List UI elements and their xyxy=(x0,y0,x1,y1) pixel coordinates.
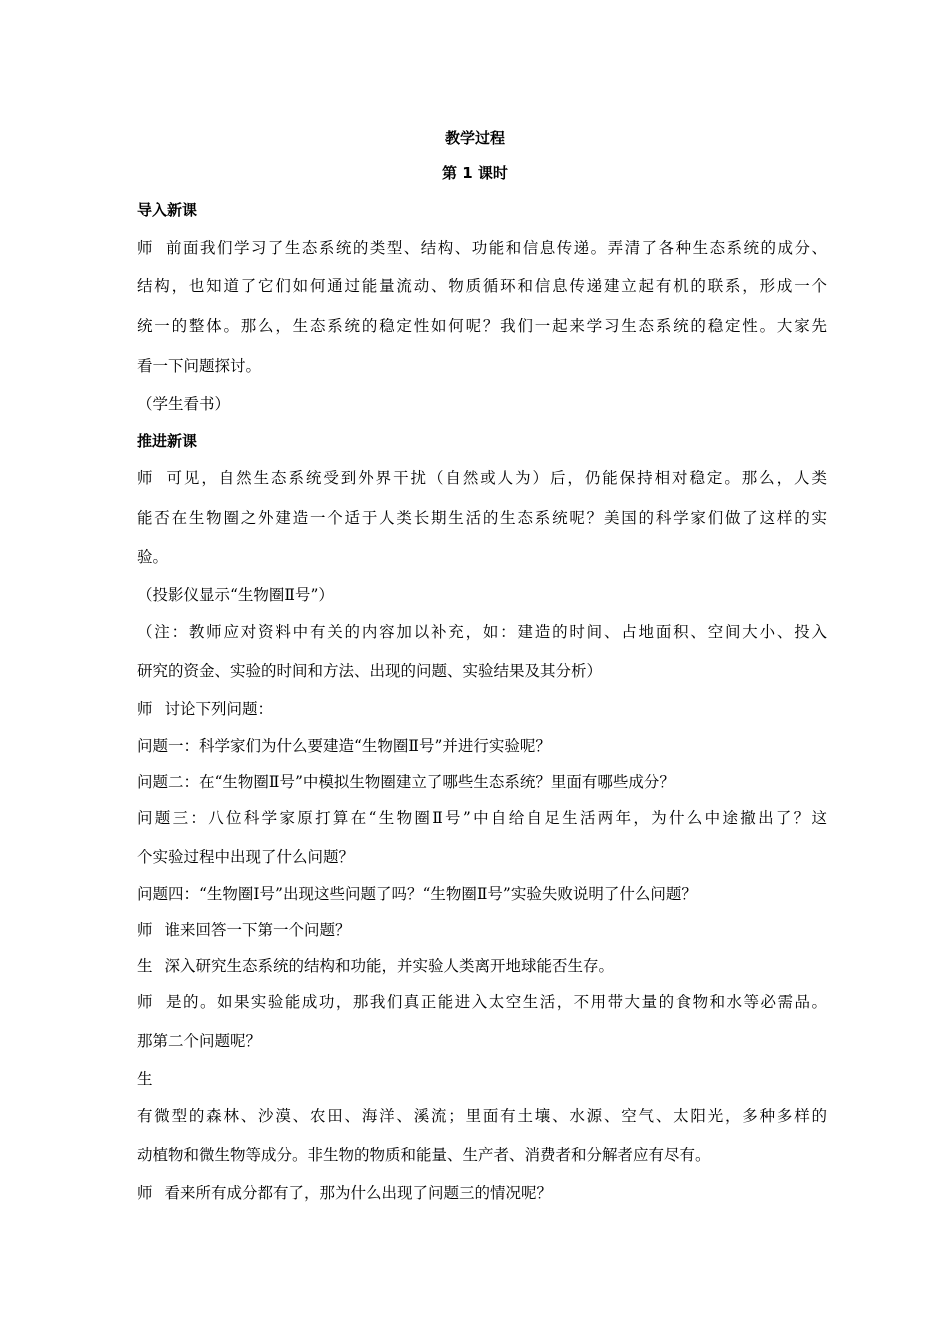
intro-paragraph-line-4: 看一下问题探讨。 xyxy=(137,357,262,375)
speaker-teacher: 师 xyxy=(137,921,153,939)
lesson-subtitle: 第 1 课时 xyxy=(442,164,508,182)
question-4: 问题四：“生物圈Ⅰ号”出现这些问题了吗？“生物圈Ⅱ号”实验失败说明了什么问题？ xyxy=(137,885,697,903)
dialogue-teacher-1: 师 谁来回答一下第一个问题？ xyxy=(137,921,351,939)
intro-paragraph-line-2: 结构，也知道了它们如何通过能量流动、物质循环和信息传递建立起有机的联系，形成一个 xyxy=(137,277,827,295)
page-title: 教学过程 xyxy=(444,129,505,147)
question-2: 问题二：在“生物圈Ⅱ号”中模拟生物圈建立了哪些生态系统？里面有哪些成分？ xyxy=(137,773,675,791)
intro-paragraph-line-1: 师 前面我们学习了生态系统的类型、结构、功能和信息传递。弄清了各种生态系统的成分、 xyxy=(137,239,827,257)
advance-paragraph-line-1: 师 可见，自然生态系统受到外界干扰（自然或人为）后，仍能保持相对稳定。那么，人类 xyxy=(137,469,827,487)
speaker-teacher: 师 xyxy=(137,469,153,487)
dialogue-teacher-2-line-1: 师 是的。如果实验能成功，那我们真正能进入太空生活，不用带大量的食物和水等必需品。 xyxy=(137,993,827,1011)
speaker-teacher: 师 xyxy=(137,239,153,257)
note-projector: （投影仪显示“生物圈Ⅱ号”） xyxy=(137,586,334,604)
section-heading-advance: 推进新课 xyxy=(137,432,198,450)
question-1: 问题一：科学家们为什么要建造“生物圈Ⅱ号”并进行实验呢？ xyxy=(137,737,551,755)
note-students-read: （学生看书） xyxy=(137,395,231,413)
section-heading-intro: 导入新课 xyxy=(137,201,198,219)
speaker-teacher: 师 xyxy=(137,700,153,718)
question-3-line-2: 个实验过程中出现了什么问题？ xyxy=(137,848,355,866)
speaker-teacher: 师 xyxy=(137,993,153,1011)
dialogue-student-2-line-1: 有微型的森林、沙漠、农田、海洋、溪流；里面有土壤、水源、空气、太阳光，多种多样的 xyxy=(137,1107,827,1125)
speaker-teacher: 师 xyxy=(137,1184,153,1202)
intro-paragraph-line-3: 统一的整体。那么，生态系统的稳定性如何呢？我们一起来学习生态系统的稳定性。大家先 xyxy=(137,317,827,335)
dialogue-student-1: 生 深入研究生态系统的结构和功能，并实验人类离开地球能否生存。 xyxy=(137,957,615,975)
dialogue-teacher-2-line-2: 那第二个问题呢？ xyxy=(137,1032,262,1050)
discussion-prompt: 师 讨论下列问题： xyxy=(137,700,274,718)
dialogue-teacher-3: 师 看来所有成分都有了，那为什么出现了问题三的情况呢？ xyxy=(137,1184,553,1202)
note-teacher-line-2: 研究的资金、实验的时间和方法、出现的问题、实验结果及其分析） xyxy=(137,662,603,680)
dialogue-student-2-line-2: 动植物和微生物等成分。非生物的物质和能量、生产者、消费者和分解者应有尽有。 xyxy=(137,1146,711,1164)
note-teacher-line-1: （注：教师应对资料中有关的内容加以补充，如：建造的时间、占地面积、空间大小、投入 xyxy=(137,623,827,641)
speaker-student: 生 xyxy=(137,1070,153,1088)
speaker-student: 生 xyxy=(137,957,153,975)
question-3-line-1: 问题三：八位科学家原打算在“生物圈Ⅱ号”中自给自足生活两年，为什么中途撤出了？这 xyxy=(137,809,827,827)
advance-paragraph-line-3: 验。 xyxy=(137,548,169,566)
advance-paragraph-line-2: 能否在生物圈之外建造一个适于人类长期生活的生态系统呢？美国的科学家们做了这样的实 xyxy=(137,509,827,527)
